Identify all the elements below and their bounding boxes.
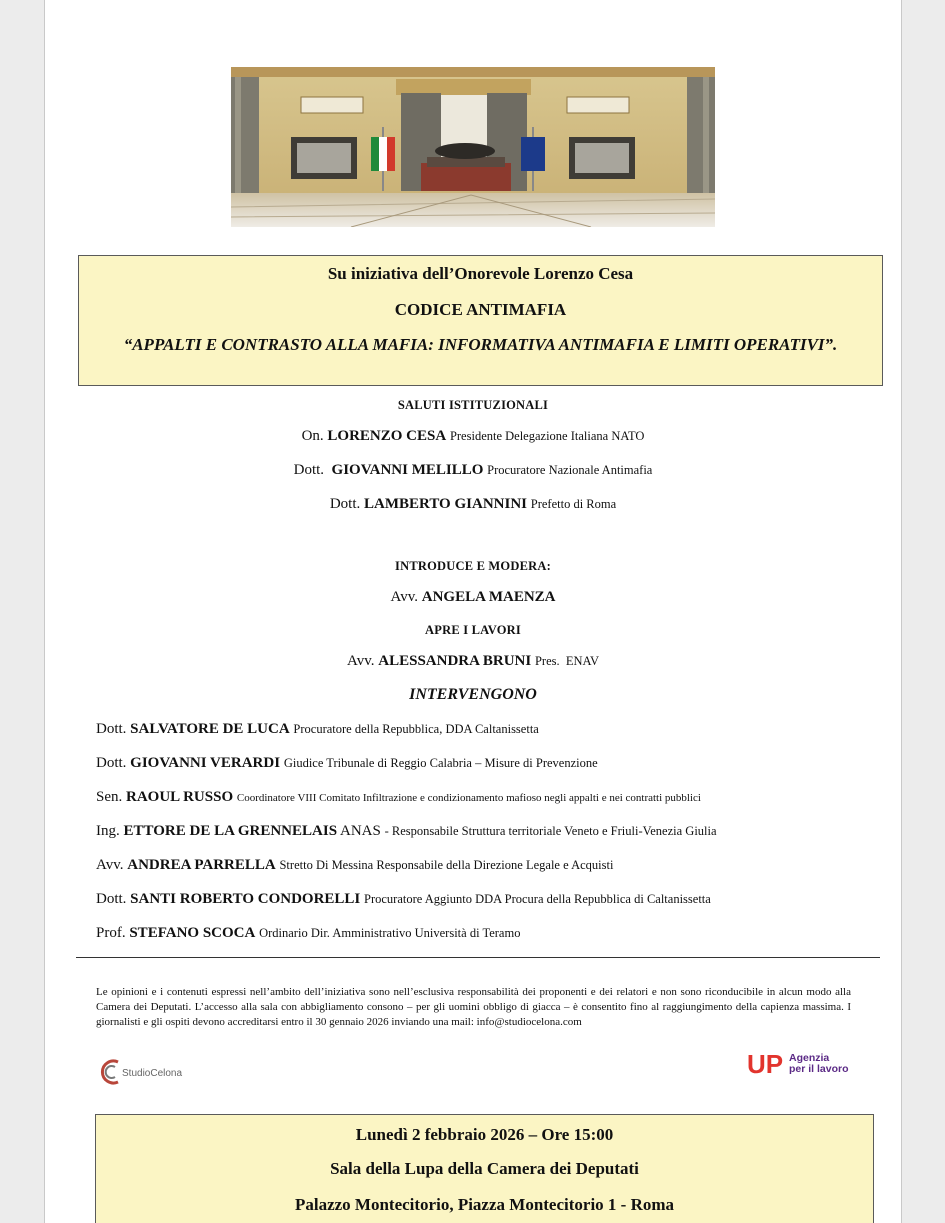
person-name: ANDREA PARRELLA — [127, 857, 276, 873]
person-name: RAOUL RUSSO — [126, 789, 234, 805]
person-role: Giudice Tribunale di Reggio Calabria – Misure di Prevenzione — [283, 756, 598, 770]
initiative-line: Su iniziativa dell’Onorevole Lorenzo Cesa — [327, 264, 634, 283]
sala-della-lupa-photo — [231, 67, 715, 227]
person-prefix: Ing. — [96, 823, 120, 839]
person-role: Stretto Di Messina Responsabile della Direzione Legale e Acquisti — [279, 858, 614, 872]
person-name: SALVATORE DE LUCA — [130, 721, 290, 737]
flyer-page — [44, 0, 902, 1223]
studio-celona-logo — [98, 1056, 208, 1088]
saluti-person-2 — [45, 462, 901, 479]
event-date: Lunedì 2 febbraio 2026 – Ore 15:00 — [355, 1125, 614, 1144]
event-address: Palazzo Montecitorio, Piazza Montecitorio 1 - Roma — [294, 1195, 675, 1214]
event-title-box — [78, 255, 883, 386]
person-prefix: Dott. — [329, 496, 361, 512]
person-prefix: Avv. — [96, 857, 124, 873]
person-prefix: Dott. — [293, 462, 325, 478]
person-name: ANGELA MAENZA — [421, 589, 556, 605]
up-line2: per il lavoro — [789, 1063, 849, 1075]
person-role: Presidente Delegazione Italiana NATO — [449, 429, 645, 443]
person-role: Procuratore Aggiunto DDA Procura della Repubblica di Caltanissetta — [364, 892, 711, 906]
speaker-6 — [96, 891, 711, 908]
speaker-5 — [96, 857, 613, 874]
person-prefix: Prof. — [96, 925, 126, 941]
person-name: GIOVANNI VERARDI — [130, 755, 281, 771]
disclaimer-text: Le opinioni e i contenuti espressi nell’ambito dell’iniziativa sono nell’esclusiva responsabilità dei proponenti e dei relatori e non sono riconducibile in alcun modo alla Camera dei Deputati. L’accesso alla sala con abbigliamento consono – per gli uomini obbligo di giacca – è consentito fino al raggiungimento della capienza massima. I giornalisti e gli ospiti devono accreditarsi entro il 30 gennaio 2026 inviando una mail: info@studiocelona.com — [96, 986, 851, 1028]
person-prefix: Dott. — [96, 755, 127, 771]
person-role: Pres. ENAV — [534, 654, 599, 668]
person-role: Ordinario Dir. Amministrativo Università di Teramo — [259, 926, 521, 940]
person-role: Procuratore della Repubblica, DDA Caltanissetta — [293, 722, 539, 736]
person-name: STEFANO SCOCA — [129, 925, 256, 941]
speaker-1 — [96, 721, 539, 738]
person-name: SANTI ROBERTO CONDORELLI — [130, 891, 361, 907]
moderator-heading: INTRODUCE E MODERA: — [395, 559, 551, 573]
event-room: Sala della Lupa della Camera dei Deputati — [330, 1159, 639, 1178]
person-role: Prefetto di Roma — [530, 497, 617, 511]
up-mark: UP — [747, 1049, 784, 1077]
person-prefix: On. — [301, 428, 324, 444]
opening-heading: APRE I LAVORI — [425, 623, 521, 637]
person-name: LORENZO CESA — [327, 428, 447, 444]
person-prefix: Avv. — [347, 653, 375, 669]
speakers-heading: INTERVENGONO — [409, 686, 537, 703]
section-divider — [76, 957, 880, 958]
up-line1: Agenzia — [789, 1052, 830, 1064]
person-prefix: Dott. — [96, 891, 127, 907]
saluti-person-3 — [45, 496, 901, 513]
person-role: Coordinatore VIII Comitato Infiltrazione e condizionamento mafioso negli appalti e nei contratti pubblici — [236, 792, 701, 804]
person-name: ALESSANDRA BRUNI — [378, 653, 532, 669]
person-name: GIOVANNI MELILLO — [331, 462, 484, 478]
person-prefix: Dott. — [96, 721, 127, 737]
event-details-box — [95, 1114, 874, 1223]
studio-celona-text: StudioCelona — [122, 1068, 183, 1079]
opening-person — [45, 653, 901, 670]
person-name: ETTORE DE LA GRENNELAIS — [123, 823, 338, 839]
up-agenzia-logo — [745, 1049, 855, 1077]
person-org: ANAS — [339, 823, 381, 839]
event-title: CODICE ANTIMAFIA — [394, 300, 567, 319]
event-subtitle: “APPALTI E CONTRASTO ALLA MAFIA: INFORMATIVA ANTIMAFIA E LIMITI OPERATIVI”. — [123, 335, 838, 354]
saluti-heading: SALUTI ISTITUZIONALI — [397, 398, 549, 412]
speaker-7 — [96, 925, 520, 942]
person-prefix: Sen. — [96, 789, 123, 805]
person-role: - Responsabile Struttura territoriale Veneto e Friuli-Venezia Giulia — [384, 824, 717, 838]
speaker-3 — [96, 789, 701, 806]
person-role: Procuratore Nazionale Antimafia — [487, 463, 653, 477]
speaker-2 — [96, 755, 598, 772]
saluti-person-1 — [45, 428, 901, 445]
speaker-4 — [96, 823, 717, 840]
person-name: LAMBERTO GIANNINI — [364, 496, 527, 512]
moderator-person — [45, 589, 901, 606]
person-prefix: Avv. — [390, 589, 418, 605]
